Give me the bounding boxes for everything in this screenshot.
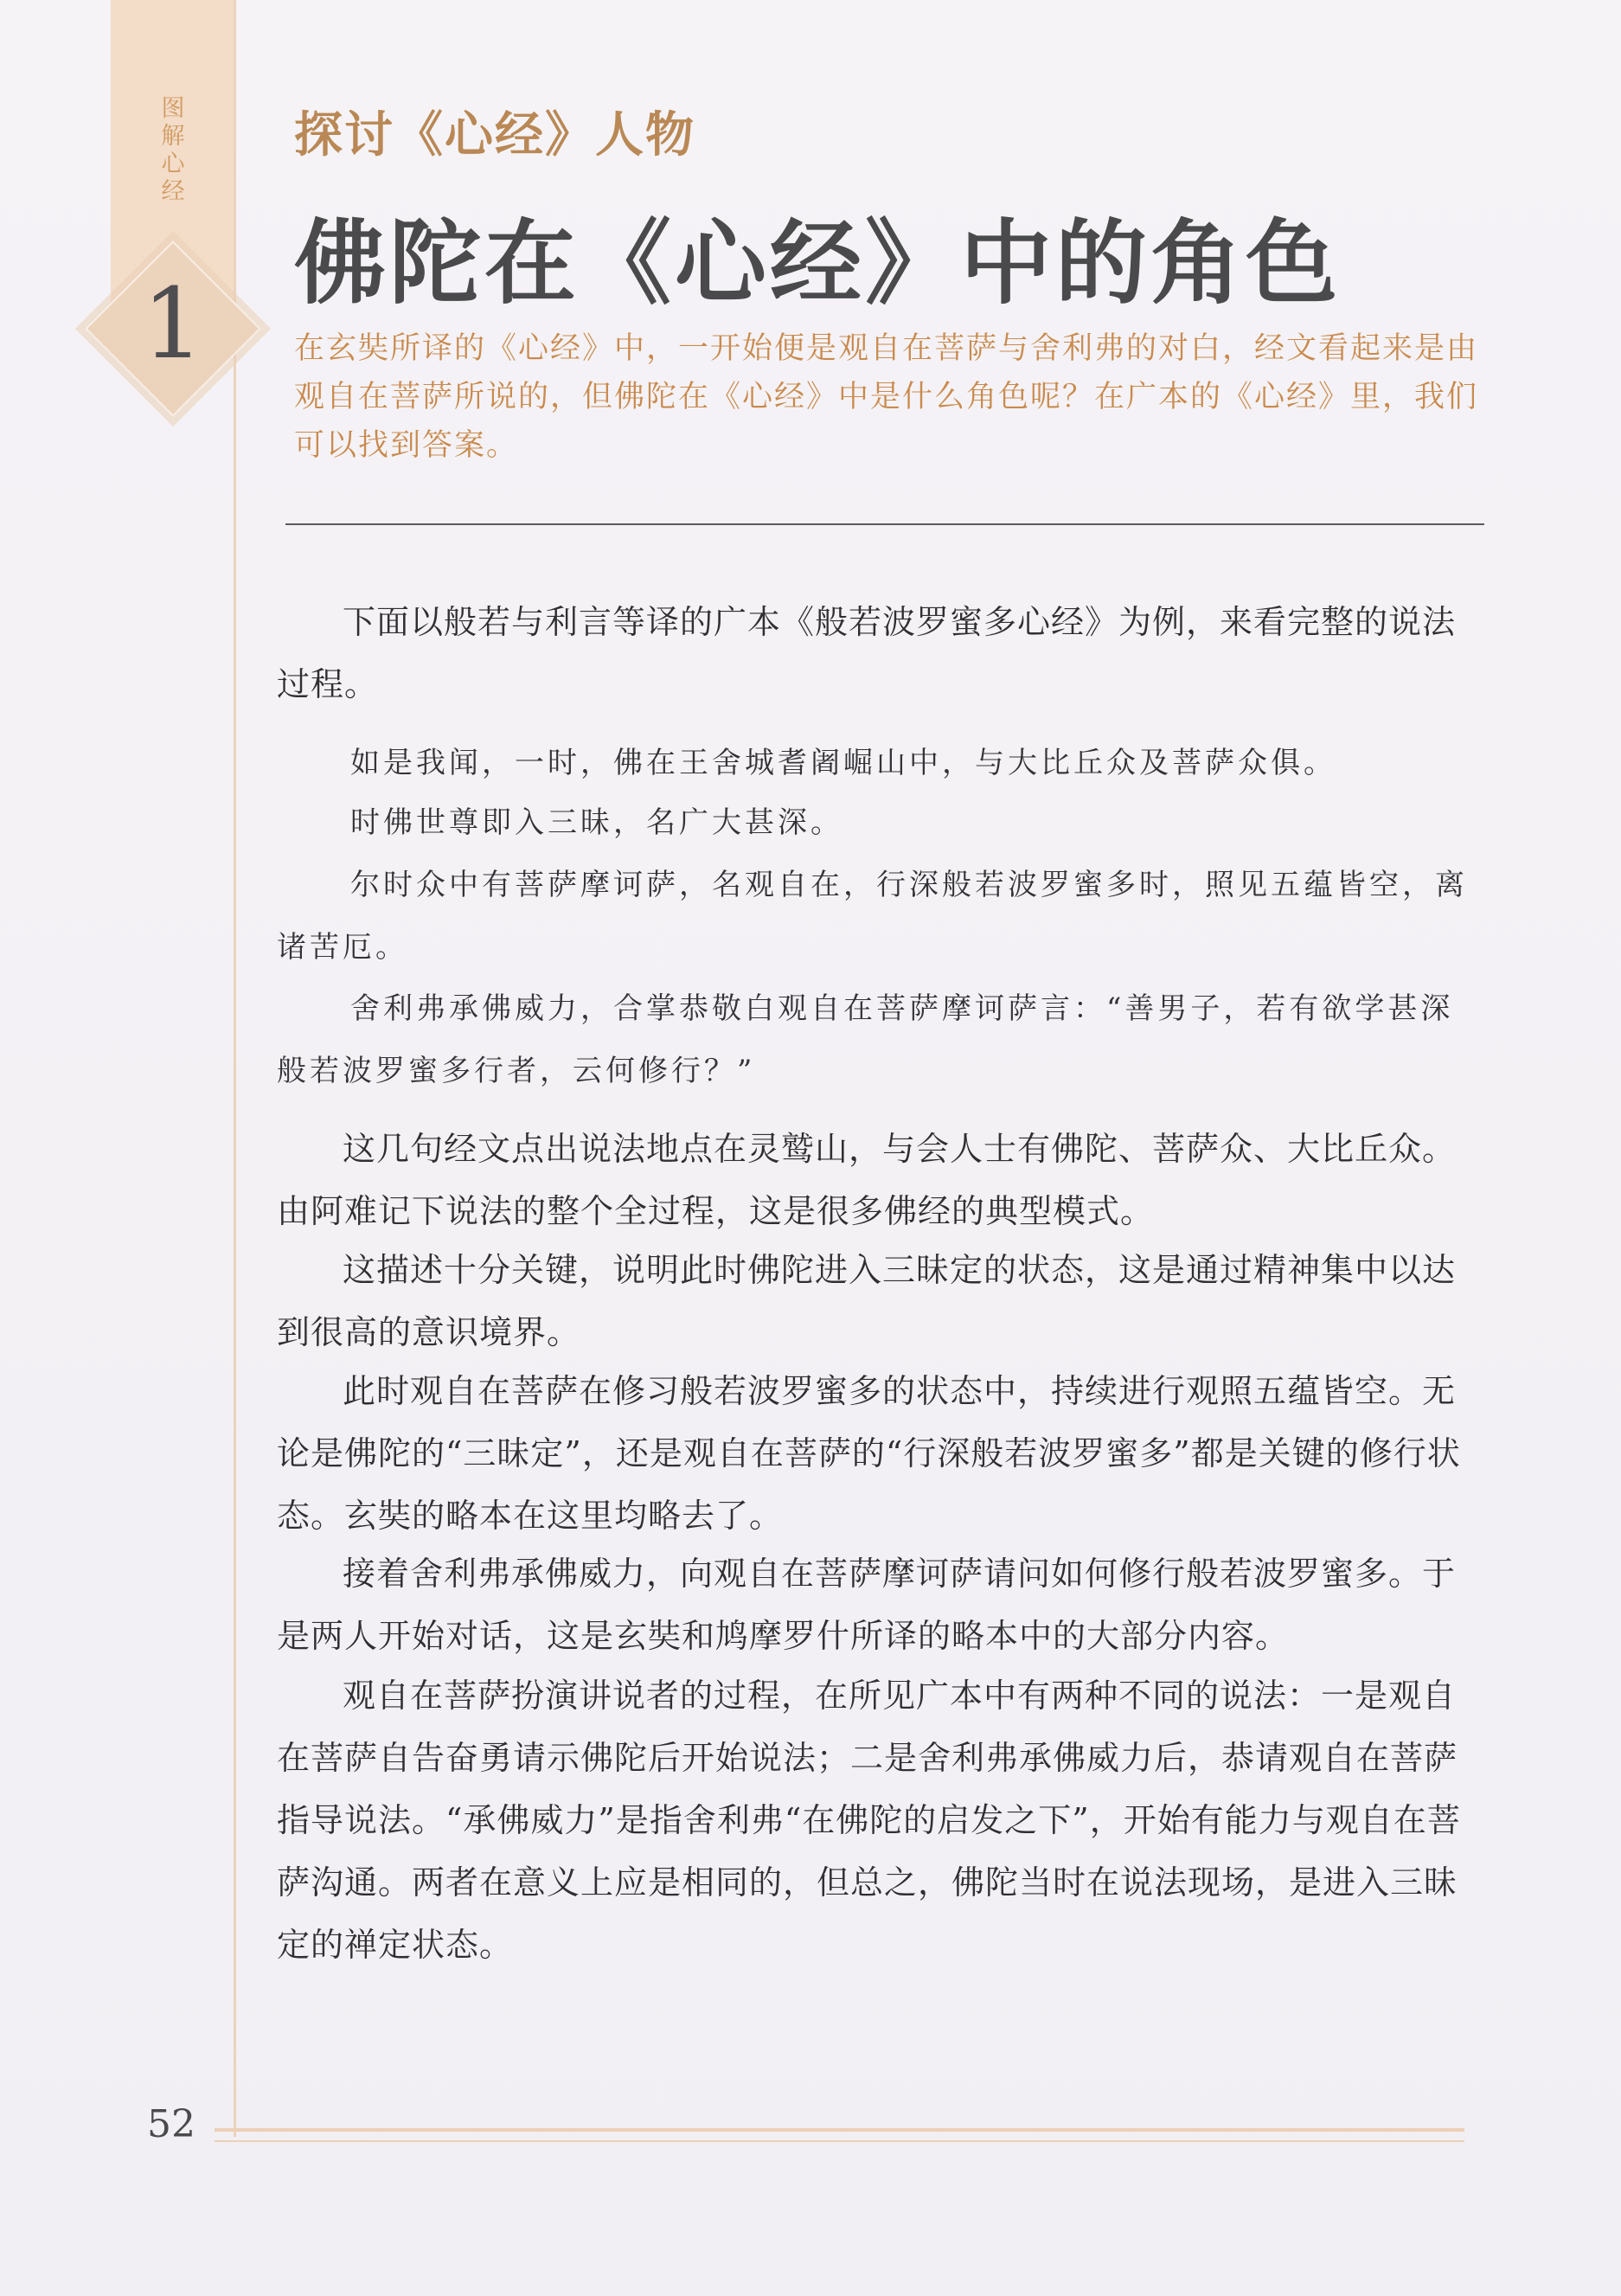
- sutra-quote-4: 舍利弗承佛威力，合掌恭敬白观自在菩萨摩诃萨言：“善男子，若有欲学甚深般若波罗蜜多行者，云何修行？”: [277, 991, 1454, 1088]
- paragraph-5: 接着舍利弗承佛威力，向观自在菩萨摩诃萨请问如何修行般若波罗蜜多。于是两人开始对话，这是玄奘和鸠摩罗什所译的略本中的大部分内容。: [277, 1555, 1457, 1655]
- page-number: 52: [147, 2102, 195, 2146]
- divider: [285, 523, 1484, 525]
- paragraph-6: 观自在菩萨扮演讲说者的过程，在所见广本中有两种不同的说法：一是观自在菩萨自告奋勇请示佛陀后开始说法；二是舍利弗承佛威力后，恭请观自在菩萨指导说法。“承佛威力”是指舍利弗“在佛陀的启发之下”，开始有能力与观自在菩萨沟通。两者在意义上应是相同的，但总之，佛陀当时在说法现场，是进入三昧定的禅定状态。: [277, 1677, 1461, 1964]
- chapter-number: 1: [142, 268, 204, 381]
- paragraph-3: 这描述十分关键，说明此时佛陀进入三昧定的状态，这是通过精神集中以达到很高的意识境界。: [277, 1251, 1457, 1351]
- sutra-quote-1: 如是我闻，一时，佛在王舍城耆阇崛山中，与大比丘众及菩萨众俱。: [350, 746, 1336, 780]
- intro-paragraph: 在玄奘所译的《心经》中，一开始便是观自在菩萨与舍利弗的对白，经文看起来是由观自在菩萨所说的，但佛陀在《心经》中是什么角色呢？在广本的《心经》里，我们可以找到答案。: [294, 331, 1479, 463]
- paragraph-2: 这几句经文点出说法地点在灵鹫山，与会人士有佛陀、菩萨众、大比丘众。由阿难记下说法的整个全过程，这是很多佛经的典型模式。: [277, 1130, 1457, 1230]
- footer-rule-thin: [215, 2140, 1464, 2142]
- paragraph-4: 此时观自在菩萨在修习般若波罗蜜多的状态中，持续进行观照五蕴皆空。无论是佛陀的“三昧定”，还是观自在菩萨的“行深般若波罗蜜多”都是关键的修行状态。玄奘的略本在这里均略去了。: [277, 1372, 1461, 1535]
- section-kicker: 探讨《心经》人物: [294, 106, 695, 164]
- page-title: 佛陀在《心经》中的角色: [294, 208, 1341, 317]
- sutra-quote-3: 尔时众中有菩萨摩诃萨，名观自在，行深般若波罗蜜多时，照见五蕴皆空，离诸苦厄。: [277, 868, 1468, 965]
- sutra-quote-2: 时佛世尊即入三昧，名广大甚深。: [350, 805, 843, 840]
- footer-rule: [215, 2128, 1464, 2132]
- paragraph-1: 下面以般若与利言等译的广本《般若波罗蜜多心经》为例，来看完整的说法过程。: [277, 603, 1457, 703]
- series-label: 图 解 心 经: [161, 95, 185, 205]
